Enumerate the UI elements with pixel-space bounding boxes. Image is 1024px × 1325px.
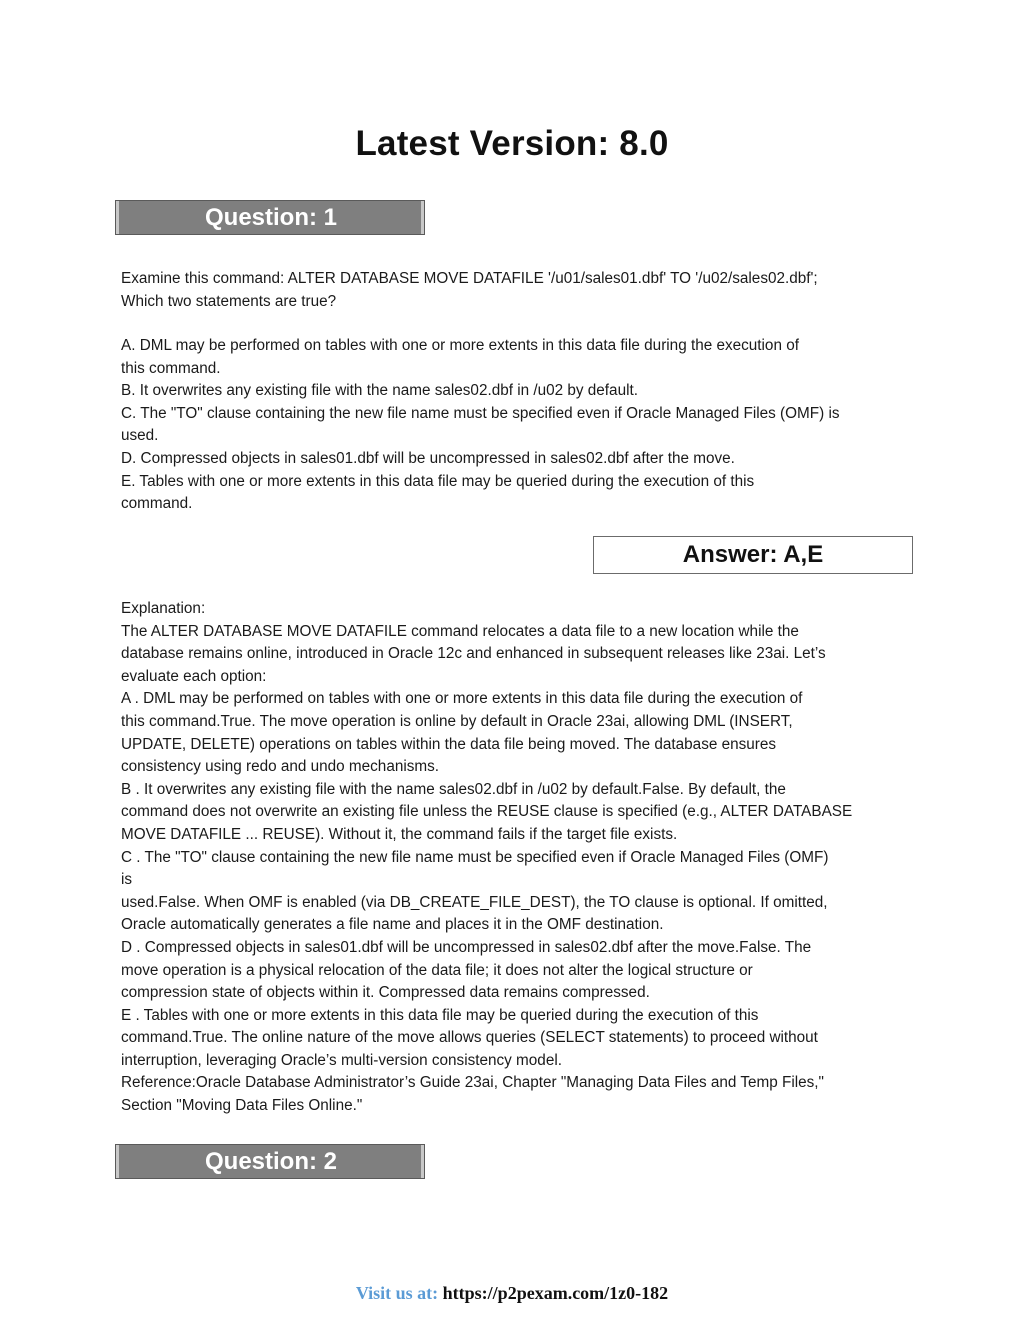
explanation-line: D . Compressed objects in sales01.dbf will be uncompressed in sales02.dbf after the move.False. The	[121, 938, 812, 956]
page-title: Latest Version: 8.0	[355, 124, 669, 163]
answer-label: Answer: A,E	[682, 541, 824, 568]
explanation-line: compression state of objects within it. Compressed data remains compressed.	[121, 984, 650, 1002]
question-1-header	[115, 200, 425, 235]
option-line: this command.	[121, 359, 221, 377]
explanation-line: A . DML may be performed on tables with one or more extents in this data file during the execution of	[121, 690, 803, 708]
explanation-line: interruption, leveraging Oracle’s multi-version consistency model.	[121, 1051, 562, 1069]
explanation-line: B . It overwrites any existing file with the name sales02.dbf in /u02 by default.False. By default, the	[121, 780, 786, 798]
option-line: B. It overwrites any existing file with the name sales02.dbf in /u02 by default.	[121, 382, 638, 400]
question-2-header	[115, 1144, 425, 1179]
explanation-line: this command.True. The move operation is online by default in Oracle 23ai, allowing DML (INSERT,	[121, 712, 793, 730]
question-2-label: Question: 2	[204, 1148, 337, 1175]
explanation-line: MOVE DATAFILE ... REUSE). Without it, the command fails if the target file exists.	[121, 825, 678, 843]
option-line: E. Tables with one or more extents in this data file may be queried during the execution of this	[121, 472, 755, 490]
question-text	[121, 268, 921, 313]
question-line: Which two statements are true?	[121, 292, 337, 310]
explanation-line: is	[121, 871, 133, 889]
option-line: command.	[121, 495, 193, 513]
question-1-label: Question: 1	[204, 204, 337, 231]
explanation-line: database remains online, introduced in Oracle 12c and enhanced in subsequent releases like 23ai. Let’s	[121, 645, 826, 663]
explanation-line: command.True. The online nature of the move allows queries (SELECT statements) to proceed without	[121, 1029, 818, 1047]
option-line: D. Compressed objects in sales01.dbf will be uncompressed in sales02.dbf after the move.	[121, 449, 735, 467]
explanation-line: consistency using redo and undo mechanisms.	[121, 758, 440, 776]
explanation-line: Reference:Oracle Database Administrator’s Guide 23ai, Chapter "Managing Data Files and Temp Files,"	[121, 1074, 824, 1092]
option-line: A. DML may be performed on tables with one or more extents in this data file during the execution of	[121, 337, 799, 354]
explanation-line: move operation is a physical relocation of the data file; it does not alter the logical structure or	[121, 961, 753, 979]
explanation-line: UPDATE, DELETE) operations on tables within the data file being moved. The database ensures	[121, 735, 777, 753]
explanation-line: E . Tables with one or more extents in this data file may be queried during the execution of this	[121, 1006, 759, 1024]
footer-url-link[interactable]: https://p2pexam.com/1z0-182	[442, 1283, 669, 1303]
answer-options	[121, 335, 921, 516]
explanation-line: evaluate each option:	[121, 667, 267, 685]
explanation-line: command does not overwrite an existing file unless the REUSE clause is specified (e.g., ALTER DATABASE	[121, 803, 853, 821]
explanation	[121, 598, 921, 1118]
explanation-line: Oracle automatically generates a file name and places it in the OMF destination.	[121, 916, 664, 934]
answer-box	[593, 536, 913, 574]
footer	[0, 1283, 1024, 1304]
explanation-line: used.False. When OMF is enabled (via DB_CREATE_FILE_DEST), the TO clause is optional. If omitted,	[121, 893, 828, 911]
explanation-line: The ALTER DATABASE MOVE DATAFILE command relocates a data file to a new location while the	[121, 622, 799, 640]
explanation-line: Explanation:	[121, 600, 206, 617]
question-line: Examine this command: ALTER DATABASE MOVE DATAFILE '/u01/sales01.dbf' TO '/u02/sales02.dbf';	[121, 270, 818, 287]
explanation-line: C . The "TO" clause containing the new file name must be specified even if Oracle Managed Files (OMF)	[121, 848, 829, 866]
footer-visit-label: Visit us at:	[355, 1283, 439, 1303]
explanation-line: Section "Moving Data Files Online."	[121, 1097, 363, 1115]
option-line: C. The "TO" clause containing the new file name must be specified even if Oracle Managed Files (OMF) is	[121, 404, 840, 422]
option-line: used.	[121, 427, 159, 445]
